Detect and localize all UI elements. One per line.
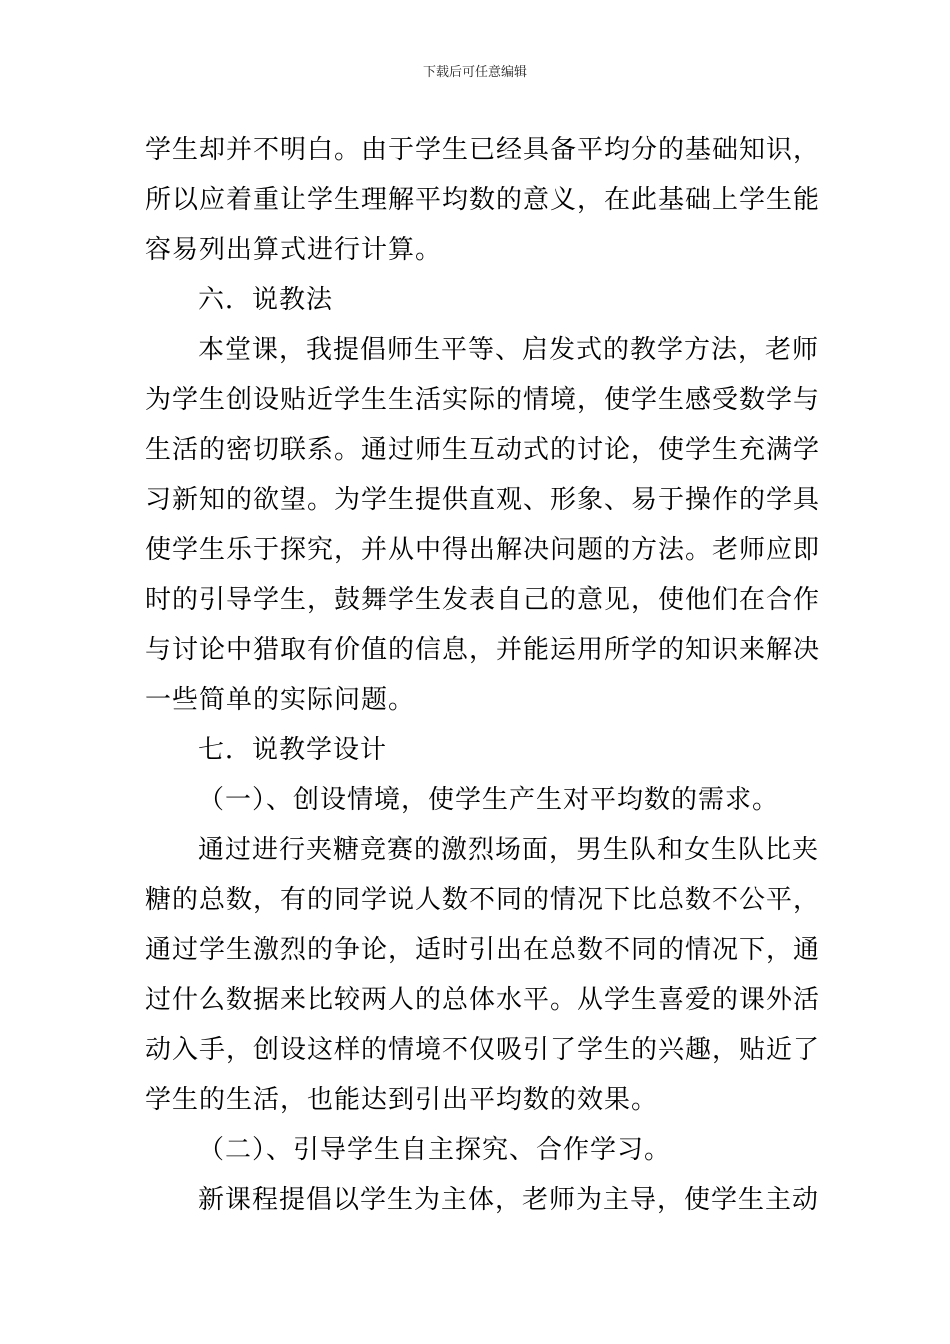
subsection-heading: （二）、引导学生自主探究、合作学习。: [198, 1135, 672, 1165]
body-line: 与讨论中猎取有价值的信息，并能运用所学的知识来解决: [145, 635, 821, 665]
paragraph-first-line: 新课程提倡以学生为主体，老师为主导，使学生主动: [198, 1185, 820, 1215]
body-line: 动入手，创设这样的情境不仅吸引了学生的兴趣，贴近了: [145, 1035, 821, 1065]
body-line: 习新知的欲望。为学生提供直观、形象、易于操作的学具: [145, 485, 821, 515]
body-line: 时的引导学生，鼓舞学生发表自己的意见，使他们在合作: [145, 585, 821, 615]
paragraph-first-line: 本堂课，我提倡师生平等、启发式的教学方法，老师: [198, 335, 820, 365]
body-line: 糖的总数，有的同学说人数不同的情况下比总数不公平，: [145, 885, 821, 915]
body-line: 使学生乐于探究，并从中得出解决问题的方法。老师应即: [145, 535, 821, 565]
body-line: 过什么数据来比较两人的总体水平。从学生喜爱的课外活: [145, 985, 821, 1015]
paragraph-first-line: 通过进行夹糖竞赛的激烈场面，男生队和女生队比夹: [198, 835, 820, 865]
body-line: 生活的密切联系。通过师生互动式的讨论，使学生充满学: [145, 435, 821, 465]
body-line: 所以应着重让学生理解平均数的意义，在此基础上学生能: [145, 185, 821, 215]
body-line: 容易列出算式进行计算。: [145, 235, 443, 265]
body-line: 为学生创设贴近学生生活实际的情境，使学生感受数学与: [145, 385, 821, 415]
page-header: 下载后可任意编辑: [422, 65, 527, 80]
section-heading: 七．说教学设计: [198, 735, 388, 765]
body-line: 学生的生活，也能达到引出平均数的效果。: [145, 1085, 659, 1115]
body-line: 一些简单的实际问题。: [145, 685, 416, 715]
body-line: 学生却并不明白。由于学生已经具备平均分的基础知识，: [145, 135, 821, 165]
body-line: 通过学生激烈的争论，适时引出在总数不同的情况下，通: [145, 935, 821, 965]
subsection-heading: （一）、创设情境，使学生产生对平均数的需求。: [198, 785, 780, 815]
section-heading: 六．说教法: [198, 285, 334, 315]
